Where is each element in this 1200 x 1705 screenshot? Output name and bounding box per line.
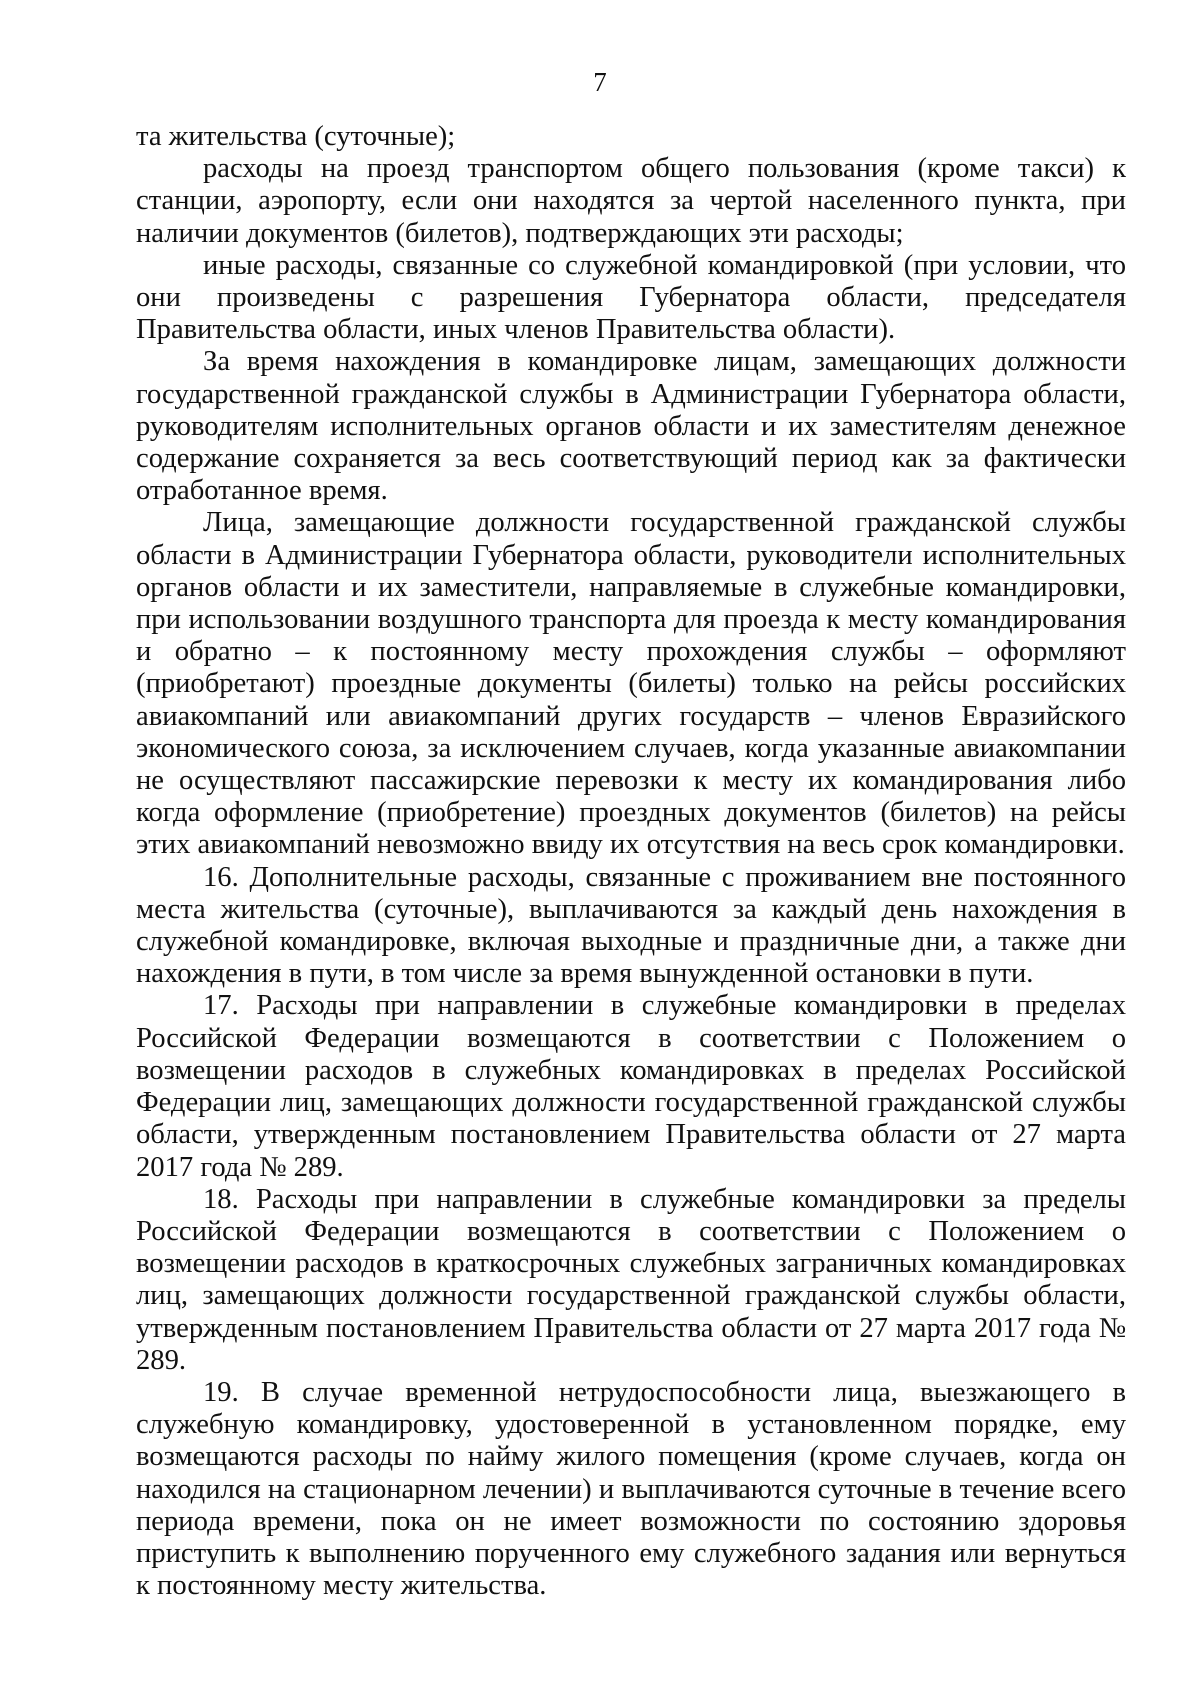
- document-body: [136, 121, 1126, 1602]
- paragraph-16: 16. Дополнительные расходы, связанные с проживанием вне постоянного места жительства (суточные), выплачиваются за каждый день нахождения в служебной командировке, включая выходные и праздничные дни, а также дни нахождения в пути, в том числе за время вынужденной остановки в пути.: [136, 861, 1126, 990]
- paragraph-salary-retention: За время нахождения в командировке лицам, замещающих должности государственной гражданской службы в Администрации Губернатора области, руководителям исполнительных органов области и их заместителям денежное содержание сохраняется за весь соответствующий период как за фактически отработанное время.: [136, 346, 1126, 507]
- paragraph-transport-expenses: расходы на проезд транспортом общего пользования (кроме такси) к станции, аэропорту, если они находятся за чертой населенного пункта, при наличии документов (билетов), подтверждающих эти расходы;: [136, 153, 1126, 249]
- paragraph-air-transport: Лица, замещающие должности государственной гражданской службы области в Администрации Губернатора области, руководители исполнительных органов области и их заместители, направляемые в служебные командировки, при использовании воздушного транспорта для проезда к месту командирования и обратно – к постоянному месту прохождения службы – оформляют (приобретают) проездные документы (билеты) только на рейсы российских авиакомпаний или авиакомпаний других государств – членов Евразийского экономического союза, за исключением случаев, когда указанные авиакомпании не осуществляют пассажирские перевозки к месту их командирования либо когда оформление (приобретение) проездных документов (билетов) на рейсы этих авиакомпаний невозможно ввиду их отсутствия на весь срок командировки.: [136, 507, 1126, 861]
- paragraph-continuation: та жительства (суточные);: [136, 121, 456, 152]
- paragraph-19: 19. В случае временной нетрудоспособности лица, выезжающего в служебную командировку, удостоверенной в установленном порядке, ему возмещаются расходы по найму жилого помещения (кроме случаев, когда он находился на стационарном лечении) и выплачиваются суточные в течение всего периода времени, пока он не имеет возможности по состоянию здоровья приступить к выполнению порученного ему служебного задания или вернуться к постоянному месту жительства.: [136, 1376, 1126, 1602]
- paragraph-18: 18. Расходы при направлении в служебные командировки за пределы Российской Федерации возмещаются в соответствии с Положением о возмещении расходов в краткосрочных служебных заграничных командировках лиц, замещающих должности государственной гражданской службы области, утвержденным постановлением Правительства области от 27 марта 2017 года № 289.: [136, 1183, 1126, 1376]
- page-number: 7: [593, 67, 607, 97]
- paragraph-17: 17. Расходы при направлении в служебные командировки в пределах Российской Федерации возмещаются в соответствии с Положением о возмещении расходов в служебных командировках в пределах Российской Федерации лиц, замещающих должности государственной гражданской службы области, утвержденным постановлением Правительства области от 27 марта 2017 года № 289.: [136, 990, 1126, 1183]
- paragraph-other-expenses: иные расходы, связанные со служебной командировкой (при условии, что они произведены с разрешения Губернатора области, председателя Правительства области, иных членов Правительства области).: [136, 249, 1126, 346]
